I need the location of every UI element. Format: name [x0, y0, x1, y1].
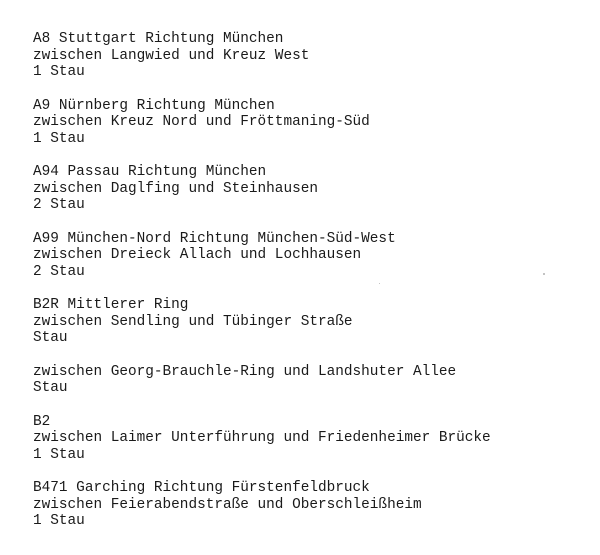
road-name: A94 Passau Richtung München	[33, 164, 267, 180]
traffic-entry-a94	[33, 164, 593, 214]
traffic-status: 1 Stau	[33, 513, 85, 529]
traffic-entry-b2	[33, 414, 593, 464]
scan-speck	[379, 283, 380, 284]
traffic-status: 1 Stau	[33, 446, 85, 463]
road-section: zwischen Feierabendstraße und Oberschleißheim	[33, 496, 422, 513]
road-name: B2R Mittlerer Ring	[33, 297, 189, 313]
road-name: B2	[33, 413, 51, 430]
traffic-entry-a9	[33, 98, 593, 148]
road-name: A9 Nürnberg Richtung München	[33, 97, 275, 114]
road-section: zwischen Laimer Unterführung und Friedenheimer Brücke	[33, 430, 491, 446]
road-section: zwischen Langwied und Kreuz West	[33, 47, 310, 64]
road-section: zwischen Daglfing und Steinhausen	[33, 180, 318, 197]
traffic-status: Stau	[33, 380, 68, 396]
road-section: zwischen Kreuz Nord und Fröttmaning-Süd	[33, 114, 370, 130]
traffic-entry-b2r	[33, 297, 593, 347]
traffic-status: 2 Stau	[33, 263, 85, 280]
traffic-entry-b2r-continued	[33, 364, 593, 397]
traffic-entry-a99	[33, 231, 593, 281]
traffic-entry-b471	[33, 480, 593, 530]
road-section: zwischen Georg-Brauchle-Ring und Landshuter Allee	[33, 363, 457, 380]
traffic-report	[33, 31, 593, 547]
road-name: B471 Garching Richtung Fürstenfeldbruck	[33, 480, 370, 496]
road-section: zwischen Dreieck Allach und Lochhausen	[33, 247, 362, 263]
scan-speck	[543, 273, 545, 275]
traffic-status: 1 Stau	[33, 64, 85, 80]
traffic-status: Stau	[33, 330, 68, 346]
traffic-status: 1 Stau	[33, 130, 85, 147]
road-name: A8 Stuttgart Richtung München	[33, 31, 284, 47]
road-name: A99 München-Nord Richtung München-Süd-West	[33, 230, 396, 247]
traffic-entry-a8	[33, 31, 593, 81]
road-section: zwischen Sendling und Tübinger Straße	[33, 313, 353, 330]
traffic-status: 2 Stau	[33, 197, 85, 213]
